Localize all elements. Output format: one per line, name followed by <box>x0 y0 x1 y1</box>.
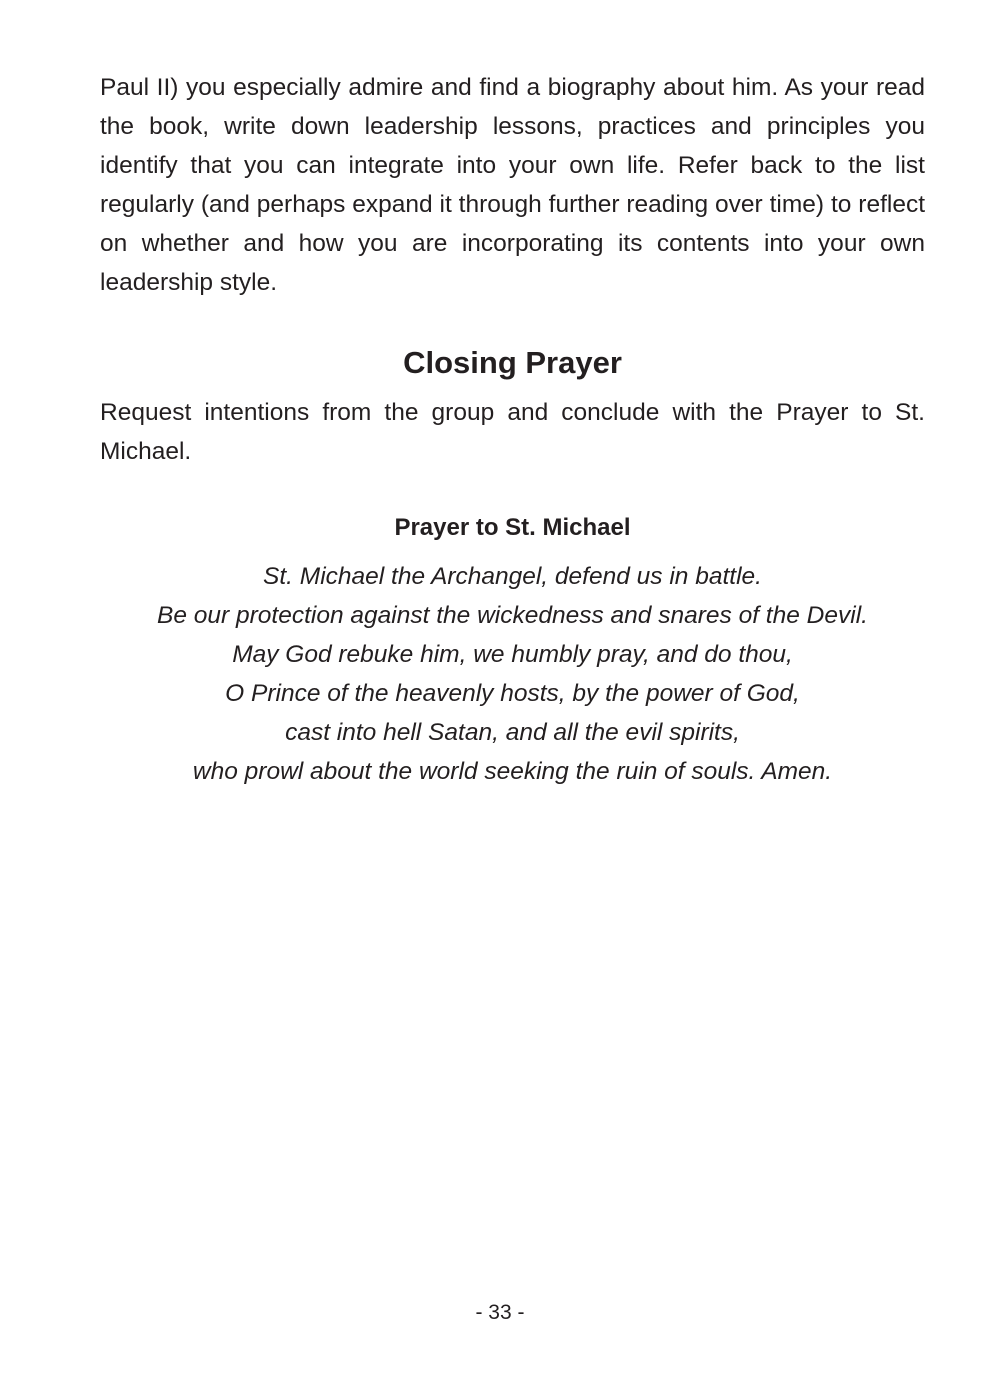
closing-prayer-intro: Request intentions from the group and conclude with the Prayer to St. Michael. <box>100 399 925 465</box>
page-number: - 33 - <box>475 1301 525 1324</box>
continuation-paragraph: Paul II) you especially admire and find a biography about him. As your read the book, write down leadership lessons, practices and principles you identify that you can integrate into your own life. Refer back to the list regularly (and perhaps expand it through further reading over time) to reflect on whether and how you are incorporating its contents into your own leadership style. <box>100 74 925 296</box>
prayer-line: cast into hell Satan, and all the evil spirits, <box>285 719 740 746</box>
prayer-line: Be our protection against the wickedness and snares of the Devil. <box>157 602 868 629</box>
prayer-title: Prayer to St. Michael <box>394 514 631 541</box>
prayer-line: who prowl about the world seeking the ruin of souls. Amen. <box>192 758 833 785</box>
prayer-line: O Prince of the heavenly hosts, by the power of God, <box>225 680 800 707</box>
closing-prayer-heading: Closing Prayer <box>403 345 622 380</box>
prayer-line: May God rebuke him, we humbly pray, and do thou, <box>232 641 793 668</box>
prayer-line: St. Michael the Archangel, defend us in battle. <box>263 563 762 590</box>
page-content <box>100 68 925 791</box>
prayer-block <box>100 510 925 791</box>
prayer-lines <box>100 557 925 791</box>
